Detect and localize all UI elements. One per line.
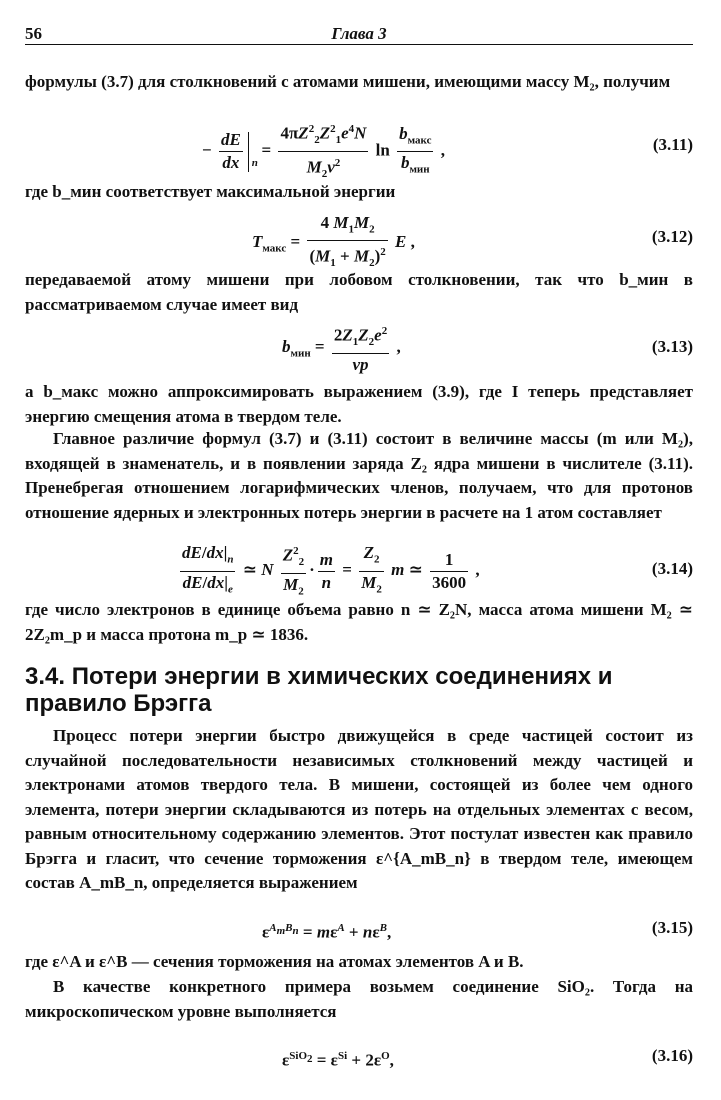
paragraph-2: где b_мин соответствует максимальной энергии (25, 182, 396, 201)
equation-number: (3.12) (651, 227, 693, 246)
equation-3-15: $\varepsilon^{A_mB_n} = m\varepsilon^A + n\varepsilon^B$, (3.15) (262, 918, 693, 942)
paragraph-6: где число электронов в единице объема равно n ≃ Z₂N, масса атома мишени M₂ ≃ 2Z₂m_p и масса протона m_p ≃ 1836. (25, 600, 693, 644)
paragraph-4: а b_макс можно аппроксимировать выражением (3.9), где I теперь представляет энергию смещения атома в твердом теле. (25, 382, 693, 426)
ratio-constant: 3600 (432, 572, 467, 592)
paragraph-3: передаваемой атому мишени при лобовом столкновении, так что b_мин в рассматриваемом случае имеет вид (25, 270, 693, 314)
paragraph-5: Главное различие формул (3.7) и (3.11) состоит в величине массы (m или M₂), входящей в знаменатель, и в появлении заряда Z₂ ядра мишени в числителе (3.11). Пренебрегая отношением логарифмических членов, получаем, что для протонов отношение ядерных и электронных потерь энергии в расчете на 1 атом составляет (25, 429, 693, 522)
page-header (25, 22, 693, 44)
chapter-title: Глава 3 (331, 24, 387, 43)
section-heading (25, 663, 693, 717)
paragraph-7: Процесс потери энергии быстро движущейся в среде частицей состоит из случайной последовательности независимых столкновений между частицей и электронами атомов твердого тела. В мишени, состоящей из более чем одного элемента, потери энергии складываются из потерь на отдельных элементах с весом, равным относительному содержанию элементов. Этот постулат известен как правило Брэгга и гласит, что сечение торможения ε^{A_mB_n} в твердом теле, имеющем состав A_mB_n, определяется выражением (25, 726, 693, 892)
equation-number: (3.15) (651, 918, 693, 937)
equation-number: (3.13) (651, 337, 693, 356)
equation-3-12: $T_{макс}$ = $\frac{4 M_1M_2}{(M_1 + M_2)^2}$ E , (3.12) (252, 213, 693, 270)
header-rule (25, 44, 693, 45)
equation-number: (3.11) (652, 135, 693, 154)
equation-3-11: − $\frac{dE}{dx}$ n = $\frac{4\pi Z^2_2Z^2_1e^4N}{M_2v^2}$ ln $\frac{b_{макс}}{b_{мин}}$ , (3.11) (25, 118, 693, 172)
paragraph-8: где ε^A и ε^B — сечения торможения на атомах элементов A и B. (25, 952, 524, 971)
equation-number: (3.16) (651, 1046, 693, 1065)
page-number: 56 (25, 24, 42, 43)
equation-3-16: $\varepsilon^{SiO_2} = \varepsilon^{Si} + 2\varepsilon^O$, (3.16) (282, 1046, 693, 1070)
equation-3-13: $b_{мин}$ = $\frac{2Z_1Z_2e^2}{vp}$ , (3.13) (25, 320, 693, 372)
section-title: Потери энергии в химических соединениях и правило Брэгга (25, 663, 613, 717)
equation-number: (3.14) (651, 559, 693, 578)
paragraph-9: В качестве конкретного примера возьмем соединение SiO₂. Тогда на микроскопическом уровне выполняется (25, 977, 693, 1021)
paragraph-1: формулы (3.7) для столкновений с атомами мишени, имеющими массу M₂, получим (25, 72, 671, 91)
section-number: 3.4. (25, 663, 66, 690)
equation-3-14: $\frac{dE/dx|_n}{dE/dx|_e}$ ≃ N $\frac{Z^2_2}{M_2}$ · $\frac{m}{n}$ = $\frac{Z_2}{M_2}$ m ≃ $\frac{1}{3600}$ , (3.14) (25, 540, 693, 596)
